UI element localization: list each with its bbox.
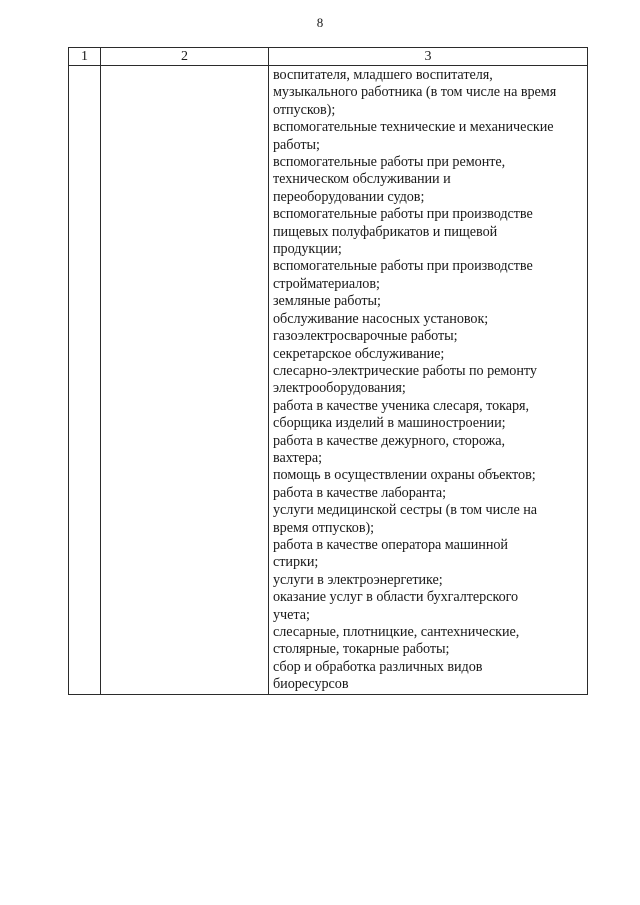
activity-line: переоборудовании судов; bbox=[273, 188, 425, 205]
activities-table bbox=[68, 47, 588, 695]
activity-line: обслуживание насосных установок; bbox=[273, 310, 489, 327]
table-row bbox=[69, 66, 588, 695]
activity-line: музыкального работника (в том числе на время bbox=[273, 84, 557, 101]
cell-col-2 bbox=[101, 66, 269, 695]
activity-line: помощь в осуществлении охраны объектов; bbox=[273, 467, 536, 484]
column-header-1: 1 bbox=[69, 48, 101, 66]
activity-line: газоэлектросварочные работы; bbox=[273, 328, 458, 345]
activity-line: стирки; bbox=[273, 554, 319, 571]
activity-line: работа в качестве лаборанта; bbox=[273, 484, 447, 501]
activity-line: работа в качестве ученика слесаря, токаря, bbox=[273, 397, 530, 414]
activity-line: услуги в электроэнергетике; bbox=[273, 571, 443, 588]
activity-line: вспомогательные работы при производстве bbox=[273, 258, 533, 275]
activity-line: земляные работы; bbox=[273, 293, 381, 310]
activity-line: сбор и обработка различных видов bbox=[273, 658, 483, 675]
activity-line: секретарское обслуживание; bbox=[273, 345, 445, 362]
activity-line: работа в качестве оператора машинной bbox=[273, 536, 508, 553]
activity-line: продукции; bbox=[273, 241, 342, 258]
cell-col-3 bbox=[269, 66, 588, 695]
activity-line: время отпусков); bbox=[273, 519, 375, 536]
activity-line: биоресурсов bbox=[273, 676, 349, 693]
activity-line: учета; bbox=[273, 606, 310, 623]
activity-line: пищевых полуфабрикатов и пищевой bbox=[273, 223, 498, 240]
table-header-row bbox=[69, 48, 588, 66]
activity-line: слесарно-электрические работы по ремонту bbox=[273, 362, 537, 379]
activity-line: столярные, токарные работы; bbox=[273, 641, 450, 658]
activity-line: работы; bbox=[273, 136, 320, 153]
activity-line: отпусков); bbox=[273, 101, 336, 118]
activity-list bbox=[269, 66, 587, 694]
activity-line: работа в качестве дежурного, сторожа, bbox=[273, 432, 506, 449]
activity-line: вспомогательные технические и механические bbox=[273, 119, 554, 136]
activity-line: оказание услуг в области бухгалтерского bbox=[273, 589, 519, 606]
page-number: 8 bbox=[316, 15, 324, 30]
activity-line: вспомогательные работы при ремонте, bbox=[273, 154, 506, 171]
activity-line: вахтера; bbox=[273, 449, 322, 466]
activity-line: электрооборудования; bbox=[273, 380, 406, 397]
activity-line: вспомогательные работы при производстве bbox=[273, 206, 533, 223]
activity-line: техническом обслуживании и bbox=[273, 171, 451, 188]
activity-line: стройматериалов; bbox=[273, 275, 380, 292]
activity-line: слесарные, плотницкие, сантехнические, bbox=[273, 624, 520, 640]
activity-line: сборщика изделий в машиностроении; bbox=[273, 415, 506, 432]
activity-line: услуги медицинской сестры (в том числе на bbox=[273, 502, 537, 519]
cell-col-1 bbox=[69, 66, 101, 695]
column-header-3: 3 bbox=[269, 48, 588, 66]
activity-line: воспитателя, младшего воспитателя, bbox=[273, 67, 493, 83]
column-header-2: 2 bbox=[101, 48, 269, 66]
